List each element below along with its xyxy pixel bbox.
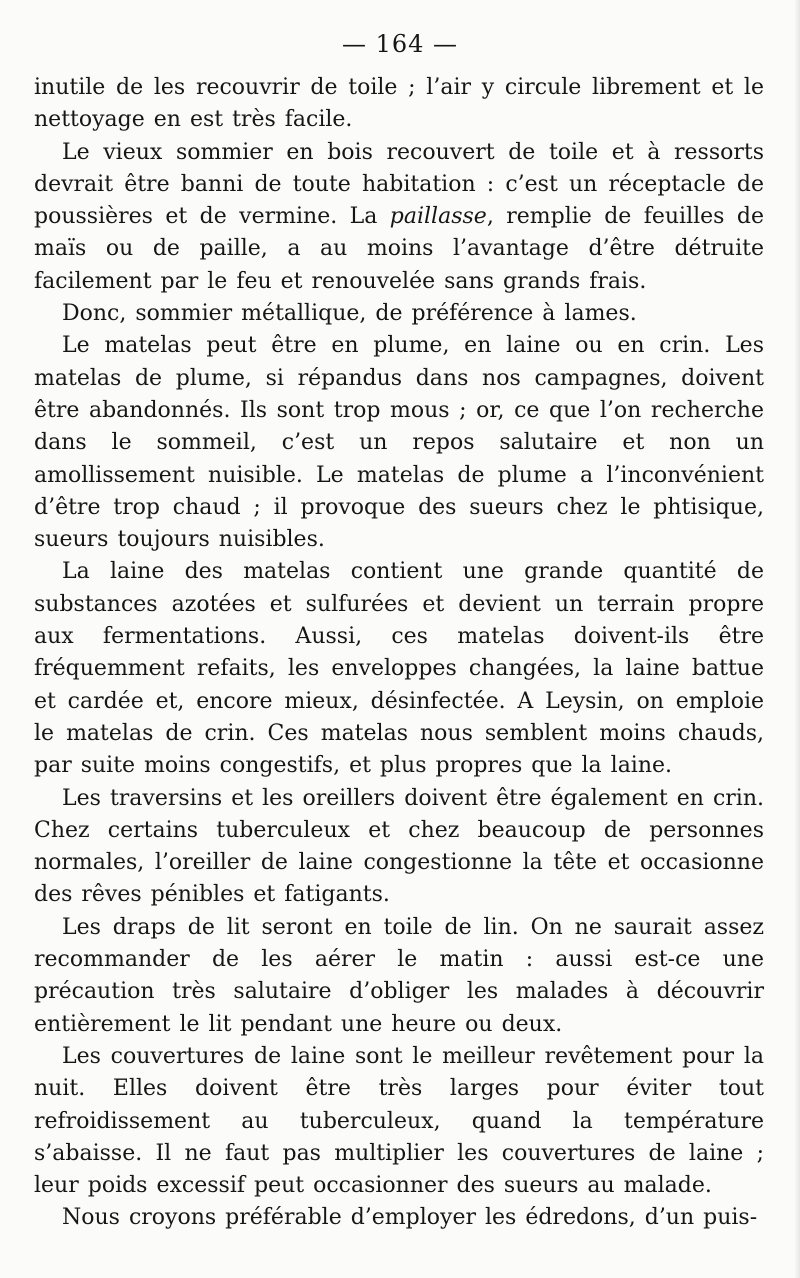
paragraph-couvertures xyxy=(34,1041,764,1202)
paragraph-laine xyxy=(34,556,764,782)
paragraph-continuation xyxy=(34,72,764,137)
paragraph-text: Nous croyons préférable d’employer les édredons, d’un puis- xyxy=(62,1205,758,1231)
paragraph-text: inutile de les recouvrir de toile ; l’air y circule librement et le nettoyage en est très facile. xyxy=(34,75,764,133)
page-number: — 164 — xyxy=(341,30,459,58)
paragraph-edredons xyxy=(34,1202,764,1234)
paragraph-draps xyxy=(34,912,764,1041)
paragraph-traversins xyxy=(34,783,764,912)
paragraph-text: , remplie de feuilles de maïs ou de paille, a au moins l’avantage d’être détruite facilement par le feu et renouvelée sans grands frais. xyxy=(34,204,764,294)
paragraph-text: La laine des matelas contient une grande quantité de substances azotées et sulfurées et devient un terrain propre aux fermentations. Aussi, ces matelas doivent-ils être fréquemment refaits, les enveloppes changées, la laine battue et cardée et, encore mieux, désinfectée. A Leysin, on emploie le matelas de crin. Ces matelas nous semblent moins chauds, par suite moins congestifs, et plus propres que la laine. xyxy=(34,559,764,779)
paragraph-sommier xyxy=(34,137,764,298)
emphasis-paillasse: paillasse xyxy=(389,204,487,230)
paragraph-text: Donc, sommier métallique, de préférence à lames. xyxy=(62,301,637,327)
body-text xyxy=(34,72,764,1235)
paragraph-text: Le vieux sommier en bois recouvert de toile et à ressorts devrait être banni de toute habitation : c’est un réceptacle de poussières et de vermine. La xyxy=(34,139,764,230)
paragraph-text: Les draps de lit seront en toile de lin. On ne saurait assez recommander de les aérer le matin : aussi est-ce une précaution très salutaire d’obliger les malades à découvrir entièrement le lit pendant une heure ou deux. xyxy=(34,914,764,1037)
paragraph-matelas xyxy=(34,330,764,556)
paragraph-text: Les couvertures de laine sont le meilleur revêtement pour la nuit. Elles doivent être très larges pour éviter tout refroidissement au tuberculeux, quand la température s’abaisse. Il ne faut pas multiplier les couvertures de laine ; leur poids excessif peut occasionner des sueurs au malade. xyxy=(34,1043,764,1199)
paragraph-text: Les traversins et les oreillers doivent être également en crin. Chez certains tuberculeux et chez beaucoup de personnes normales, l’oreiller de laine congestionne la tête et occasionne des rêves pénibles et fatigants. xyxy=(34,785,764,908)
paragraph-text: Le matelas peut être en plume, en laine ou en crin. Les matelas de plume, si répandus dans nos campagnes, doivent être abandonnés. Ils sont trop mous ; or, ce que l’on recherche dans le sommeil, c’est un repos salutaire et non un amollissement nuisible. Le matelas de plume a l’inconvénient d’être trop chaud ; il provoque des sueurs chez le phtisique, sueurs toujours nuisibles. xyxy=(34,333,764,553)
page-edge-shadow xyxy=(794,0,800,1278)
paragraph-donc xyxy=(34,298,764,330)
